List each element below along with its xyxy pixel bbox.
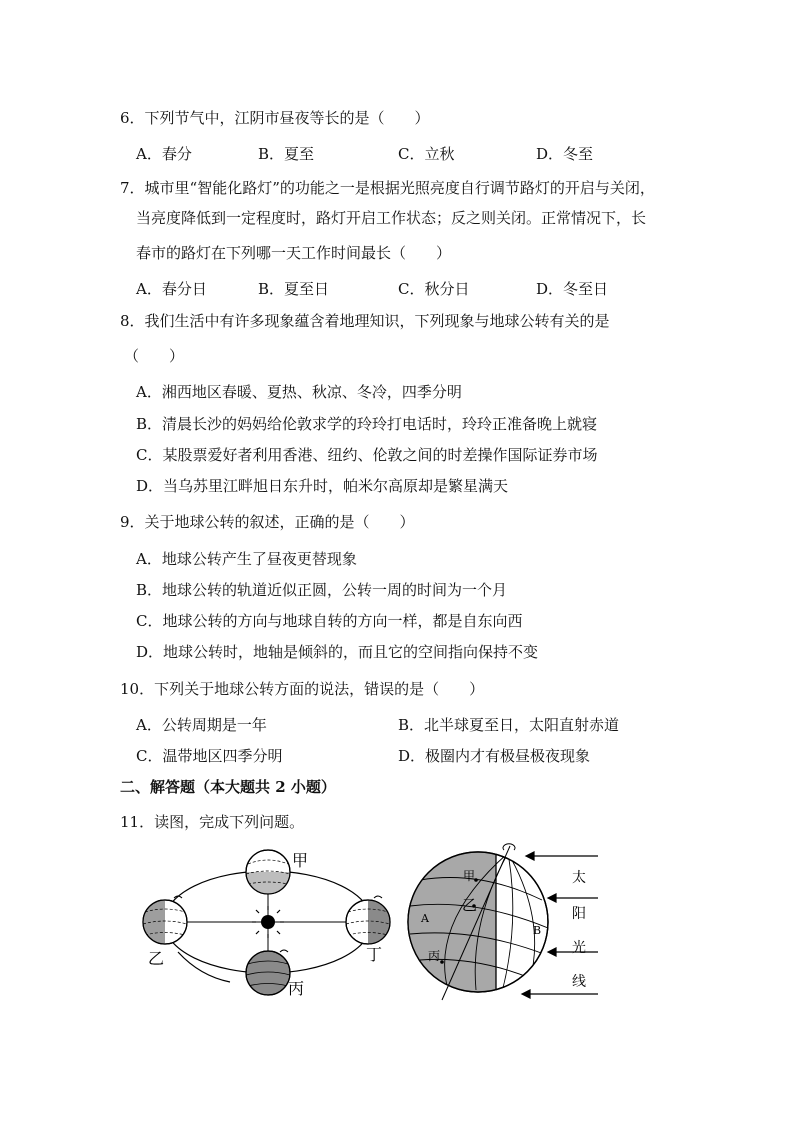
q8-option-d: D．当乌苏里江畔旭日东升时，帕米尔高原却是繁星满天: [136, 477, 509, 495]
q7-stem-line3: 春市的路灯在下列哪一天工作时间最长（ ）: [136, 244, 452, 262]
q7-option-b: B．夏至日: [258, 280, 330, 298]
rotation-arrow-icon: [374, 896, 382, 898]
earth-bing: [246, 951, 290, 995]
q8-option-a: A．湘西地区春暖、夏热、秋凉、冬冷，四季分明: [136, 383, 462, 401]
q9-option-c: C．地球公转的方向与地球自转的方向一样，都是自东向西: [136, 612, 523, 630]
q9-option-b: B．地球公转的轨道近似正圆，公转一周的时间为一个月: [136, 581, 508, 599]
globe-label-jia: 甲: [463, 869, 476, 883]
globe-label-b: B: [533, 924, 542, 937]
globe-diagram: [408, 844, 548, 1000]
q10-stem: 10．下列关于地球公转方面的说法，错误的是（ ）: [120, 680, 485, 698]
q10-option-d: D．极圈内才有极昼极夜现象: [398, 747, 591, 765]
sunlight-label-char-1: 太: [572, 870, 586, 886]
q6-option-b: B．夏至: [258, 145, 315, 163]
q10-option-a: A．公转周期是一年: [136, 716, 267, 734]
sunlight-label-char-4: 线: [572, 974, 586, 990]
revolution-direction-arrow-icon: [178, 952, 230, 982]
q6-option-d: D．冬至: [536, 145, 594, 163]
q7-option-d: D．冬至日: [536, 280, 609, 298]
earth-revolution-figure: [130, 840, 610, 1005]
q6-option-a: A．春分: [136, 145, 192, 163]
earth-yi: [143, 900, 187, 944]
rotation-arrow-icon: [280, 950, 288, 952]
earth-jia: [246, 850, 290, 894]
orbit-label-bing: 丙: [288, 979, 305, 998]
q9-option-a: A．地球公转产生了昼夜更替现象: [136, 550, 357, 568]
q7-option-c: C．秋分日: [398, 280, 470, 298]
sunlight-label-char-2: 阳: [572, 906, 586, 922]
q7-option-a: A．春分日: [136, 280, 207, 298]
section2-heading: 二、解答题（本大题共 2 小题）: [120, 778, 336, 796]
q7-stem-line1: 7．城市里“智能化路灯”的功能之一是根据光照亮度自行调节路灯的开启与关闭，: [120, 179, 655, 197]
q9-option-d: D．地球公转时，地轴是倾斜的，而且它的空间指向保持不变: [136, 643, 539, 661]
q8-option-c: C．某股票爱好者利用香港、纽约、伦敦之间的时差操作国际证券市场: [136, 446, 598, 464]
q6-stem: 6．下列节气中，江阴市昼夜等长的是（ ）: [120, 109, 430, 127]
q6-option-c: C．立秋: [398, 145, 455, 163]
sunlight-label-char-3: 光: [572, 940, 586, 956]
q8-stem-line2: （ ）: [124, 347, 185, 365]
orbit-label-yi: 乙: [148, 949, 165, 968]
earth-ding: [346, 900, 390, 944]
q11-stem: 11．读图，完成下列问题。: [120, 813, 305, 831]
q10-option-b: B．北半球夏至日，太阳直射赤道: [398, 716, 620, 734]
q7-stem-line2: 当亮度降低到一定程度时，路灯开启工作状态；反之则关闭。正常情况下，长: [136, 209, 647, 227]
globe-label-a: A: [421, 912, 429, 925]
q8-option-b: B．清晨长沙的妈妈给伦敦求学的玲玲打电话时，玲玲正准备晚上就寝: [136, 415, 598, 433]
globe-label-yi: 乙: [462, 896, 478, 914]
orbit-label-jia: 甲: [292, 851, 309, 870]
q9-stem: 9．关于地球公转的叙述，正确的是（ ）: [120, 513, 415, 531]
q8-stem-line1: 8．我们生活中有许多现象蕴含着地理知识，下列现象与地球公转有关的是: [120, 312, 610, 330]
orbit-label-ding: 丁: [366, 945, 383, 964]
orbit-diagram: [143, 850, 390, 998]
q10-option-c: C．温带地区四季分明: [136, 747, 283, 765]
globe-label-bing: 丙: [428, 949, 441, 963]
